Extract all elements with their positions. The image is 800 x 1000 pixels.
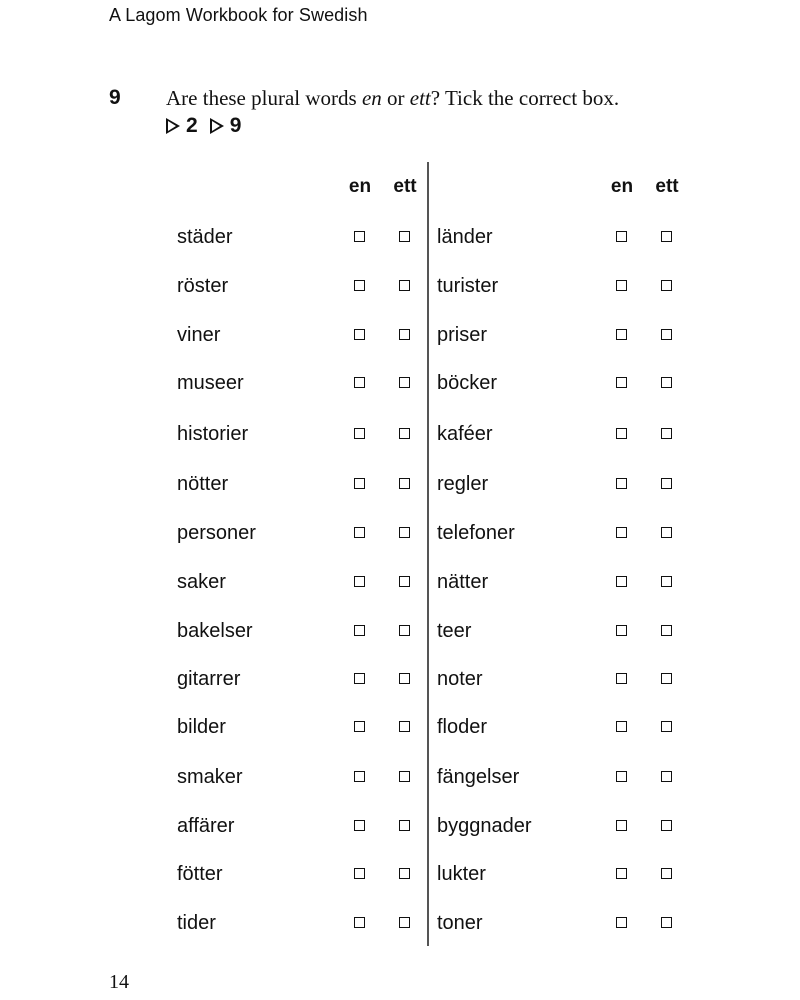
column-header-ett-right: ett [655,176,679,197]
ett-checkbox[interactable] [399,231,410,242]
right-word-row [437,520,697,546]
en-checkbox[interactable] [616,820,627,831]
en-checkbox[interactable] [354,527,365,538]
en-checkbox[interactable] [616,673,627,684]
en-checkbox[interactable] [616,576,627,587]
plural-word: bilder [177,716,226,738]
ett-checkbox[interactable] [661,231,672,242]
en-checkbox[interactable] [354,625,365,636]
ett-checkbox[interactable] [661,428,672,439]
left-word-row [177,764,437,790]
plural-word: toner [437,912,483,934]
left-word-row [177,666,437,692]
right-word-row [437,273,697,299]
plural-word: personer [177,522,256,544]
left-word-row [177,471,437,497]
triangle-pointer-icon [210,118,224,134]
plural-word: nätter [437,571,489,593]
left-word-row [177,813,437,839]
en-checkbox[interactable] [616,377,627,388]
ett-checkbox[interactable] [399,280,410,291]
plural-word: historier [177,423,249,445]
right-word-row [437,666,697,692]
en-checkbox[interactable] [354,917,365,928]
left-word-row [177,273,437,299]
left-word-row [177,861,437,887]
en-checkbox[interactable] [354,771,365,782]
ett-checkbox[interactable] [399,329,410,340]
en-checkbox[interactable] [354,428,365,439]
instruction-text-1: Are these plural words [166,86,362,110]
right-word-row [437,471,697,497]
en-checkbox[interactable] [354,673,365,684]
right-word-row [437,910,697,936]
ett-checkbox[interactable] [399,527,410,538]
ett-checkbox[interactable] [399,428,410,439]
cross-reference-1[interactable]: 2 [186,114,198,137]
instruction-en: en [361,86,382,110]
en-checkbox[interactable] [616,478,627,489]
plural-word: viner [177,324,221,346]
ett-checkbox[interactable] [399,576,410,587]
right-word-row [437,370,697,396]
plural-word: nötter [177,473,229,495]
plural-word: smaker [177,766,243,788]
plural-word: gitarrer [177,668,241,690]
plural-word: kaféer [437,423,493,445]
ett-checkbox[interactable] [399,478,410,489]
right-word-row [437,618,697,644]
ett-checkbox[interactable] [661,673,672,684]
en-checkbox[interactable] [616,428,627,439]
en-checkbox[interactable] [616,868,627,879]
plural-word: telefoner [437,522,515,544]
ett-checkbox[interactable] [399,673,410,684]
page-number: 14 [109,971,129,993]
ett-checkbox[interactable] [399,721,410,732]
en-checkbox[interactable] [354,868,365,879]
ett-checkbox[interactable] [661,576,672,587]
column-header-ett-left: ett [393,176,417,197]
en-checkbox[interactable] [616,280,627,291]
exercise-instruction [166,86,619,111]
en-checkbox[interactable] [354,377,365,388]
en-checkbox[interactable] [354,329,365,340]
plural-word: byggnader [437,815,532,837]
right-word-row [437,224,697,250]
left-word-row [177,322,437,348]
right-word-row [437,861,697,887]
ett-checkbox[interactable] [661,868,672,879]
cross-reference-2[interactable]: 9 [229,114,242,137]
plural-word: städer [177,226,233,248]
left-word-row [177,421,437,447]
right-word-row [437,322,697,348]
plural-word: böcker [437,372,498,394]
en-checkbox[interactable] [616,231,627,242]
column-header-en-right: en [610,176,634,197]
ett-checkbox[interactable] [661,377,672,388]
plural-word: fötter [177,863,223,885]
en-checkbox[interactable] [354,576,365,587]
instruction-ett: ett [409,86,431,110]
left-word-row [177,224,437,250]
plural-word: floder [437,716,488,738]
left-word-row [177,714,437,740]
right-word-row [437,569,697,595]
plural-word: saker [177,571,226,593]
en-checkbox[interactable] [354,231,365,242]
ett-checkbox[interactable] [661,625,672,636]
plural-word: bakelser [177,620,253,642]
plural-word: röster [177,275,229,297]
right-word-row [437,714,697,740]
triangle-pointer-icon [166,118,180,134]
plural-word: priser [437,324,488,346]
running-header: A Lagom Workbook for Swedish [109,5,368,25]
right-word-row [437,764,697,790]
ett-checkbox[interactable] [661,820,672,831]
en-checkbox[interactable] [616,771,627,782]
ett-checkbox[interactable] [661,478,672,489]
ett-checkbox[interactable] [661,280,672,291]
plural-word: lukter [437,863,486,885]
plural-word: museer [177,372,244,394]
ett-checkbox[interactable] [661,329,672,340]
en-checkbox[interactable] [354,721,365,732]
en-checkbox[interactable] [354,280,365,291]
cross-references [166,114,253,138]
ett-checkbox[interactable] [661,527,672,538]
plural-word: regler [437,473,489,495]
ett-checkbox[interactable] [399,771,410,782]
right-word-row [437,813,697,839]
en-checkbox[interactable] [354,478,365,489]
plural-word: noter [437,668,483,690]
instruction-text-2: ? Tick the correct box. [430,86,620,110]
ett-checkbox[interactable] [399,917,410,928]
ett-checkbox[interactable] [661,771,672,782]
en-checkbox[interactable] [616,329,627,340]
ett-checkbox[interactable] [399,820,410,831]
en-checkbox[interactable] [616,527,627,538]
column-header-en-left: en [348,176,372,197]
en-checkbox[interactable] [354,820,365,831]
plural-word: affärer [177,815,235,837]
plural-word: turister [437,275,499,297]
right-word-row [437,421,697,447]
ett-checkbox[interactable] [399,377,410,388]
instruction-or: or [381,86,410,110]
plural-word: länder [437,226,493,248]
en-checkbox[interactable] [616,721,627,732]
exercise-number: 9 [109,86,121,109]
en-checkbox[interactable] [616,625,627,636]
left-word-row [177,370,437,396]
en-checkbox[interactable] [616,917,627,928]
left-word-row [177,520,437,546]
plural-word: tider [177,912,216,934]
plural-word: fängelser [437,766,520,788]
ett-checkbox[interactable] [661,721,672,732]
ett-checkbox[interactable] [399,625,410,636]
left-word-row [177,618,437,644]
ett-checkbox[interactable] [661,917,672,928]
left-word-row [177,910,437,936]
ett-checkbox[interactable] [399,868,410,879]
plural-word: teer [437,620,472,642]
left-word-row [177,569,437,595]
